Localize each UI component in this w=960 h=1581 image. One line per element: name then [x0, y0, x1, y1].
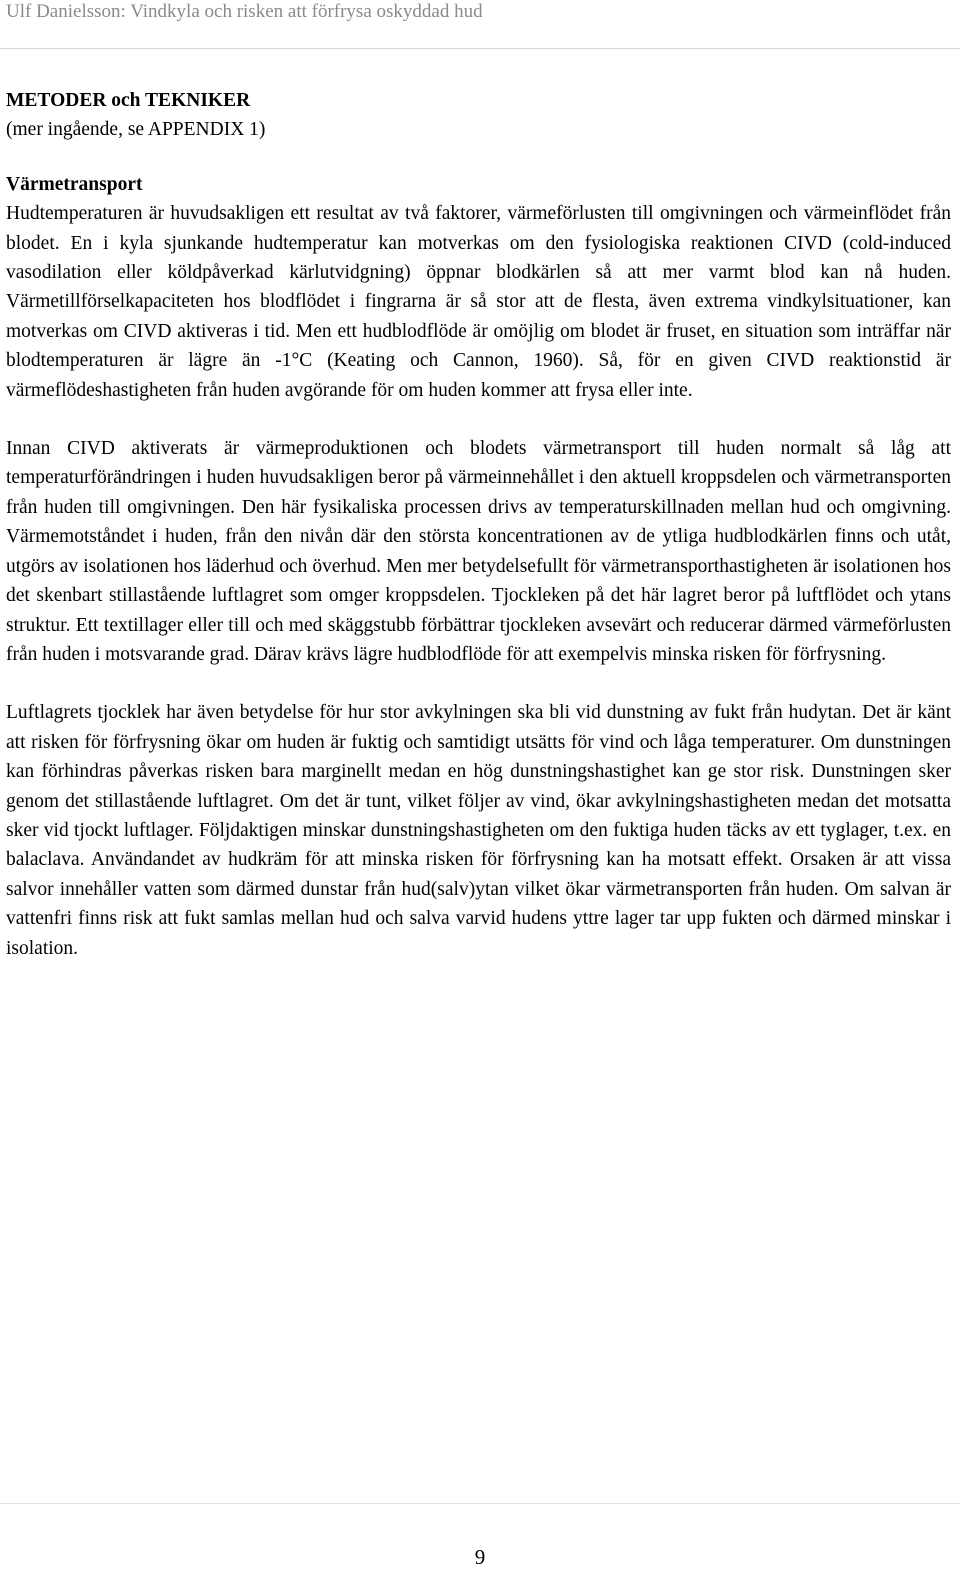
page-number: 9 [474, 1545, 486, 1569]
section-subtitle: (mer ingående, se APPENDIX 1) [6, 119, 266, 141]
section-title: METODER och TEKNIKER [6, 90, 251, 111]
paragraph: Hudtemperaturen är huvudsakligen ett resultat av två faktorer, värmeförlusten till omgivningen och värmeinflödet från blodet. En i kyla sjunkande hudtemperatur kan motverkas om den fysiologiska reaktionen CIVD (cold-induced vasodilation eller köldpåverkad kärlutvidgning) öppnar blodkärlen så att mer varmt blod kan nå huden. Värmetillförselkapaciteten hos blodflödet i fingrarna är så stor att de flesta, även extrema vindkylsituationer, kan motverkas om CIVD aktiveras i tid. Men ett hudblodflöde är omöjlig om blodet är fruset, en situation som inträffar när blodtemperaturen är lägre än -1°C (Keating och Cannon, 1960). Så, för en given CIVD reaktionstid är värmeflödeshastigheten från huden avgörande för om huden kommer att frysa eller inte. [6, 203, 951, 401]
running-header: Ulf Danielsson: Vindkyla och risken att förfrysa oskyddad hud [6, 1, 483, 22]
paragraph: Luftlagrets tjocklek har även betydelse för hur stor avkylningen ska bli vid dunstning av fukt från hudytan. Det är känt att risken för förfrysning ökar om huden är fuktig och samtidigt utsätts för vind och låga temperaturer. Om dunstningen kan förhindras påverkas risken bara marginellt medan en hög dunstningshastighet kan ge stor risk. Dunstningen sker genom det stillastående luftlagret. Om det är tunt, vilket följer av vind, ökar avkylningshastigheten medan det motsatta sker vid tjockt luftlager. Följdaktigen minskar dunstningshastigheten om den fuktiga huden täcks av ett tyglager, t.ex. en balaclava. Användandet av hudkräm för att minska risken för förfrysning kan ha motsatt effekt. Orsaken är att vissa salvor innehåller vatten som därmed dunstar från hud(salv)ytan vilket ökar värmetransporten från huden. Om salvan är vattenfri finns risk att fukt samlas mellan hud och salva varvid hudens yttre lager tar upp fukten och därmed minskar i isolation. [6, 702, 951, 959]
subsection-title: Värmetransport [6, 173, 143, 195]
header-divider [0, 48, 960, 49]
page-body [6, 86, 951, 992]
paragraph: Innan CIVD aktiverats är värmeproduktionen och blodets värmetransport till huden normalt så låg att temperaturförändringen i huden huvudsakligen beror på värmeinnehållet i den aktuell kroppsdelen och värmetransporten från huden till omgivningen. Den här fysikaliska processen drivs av temperaturskillnaden mellan hud och omgivning. Värmemotståndet i huden, från den nivån där den största koncentrationen av de ytliga hudblodkärlen finns och utåt, utgörs av isolationen hos läderhud och överhud. Men mer betydelsefullt för värmetransporthastigheten är isolationen hos det skenbart stillastående luftlagret som omger kroppsdelen. Tjockleken på det här lagret beror på luftflödet och ytans struktur. Ett textillager eller till och med skäggstubb förbättrar tjockleken avsevärt och reducerar därmed värmeförlusten från huden i motsvarande grad. Därav krävs lägre hudblodflöde för att exempelvis minska risken för förfrysning. [6, 438, 951, 665]
footer-divider [0, 1503, 960, 1504]
